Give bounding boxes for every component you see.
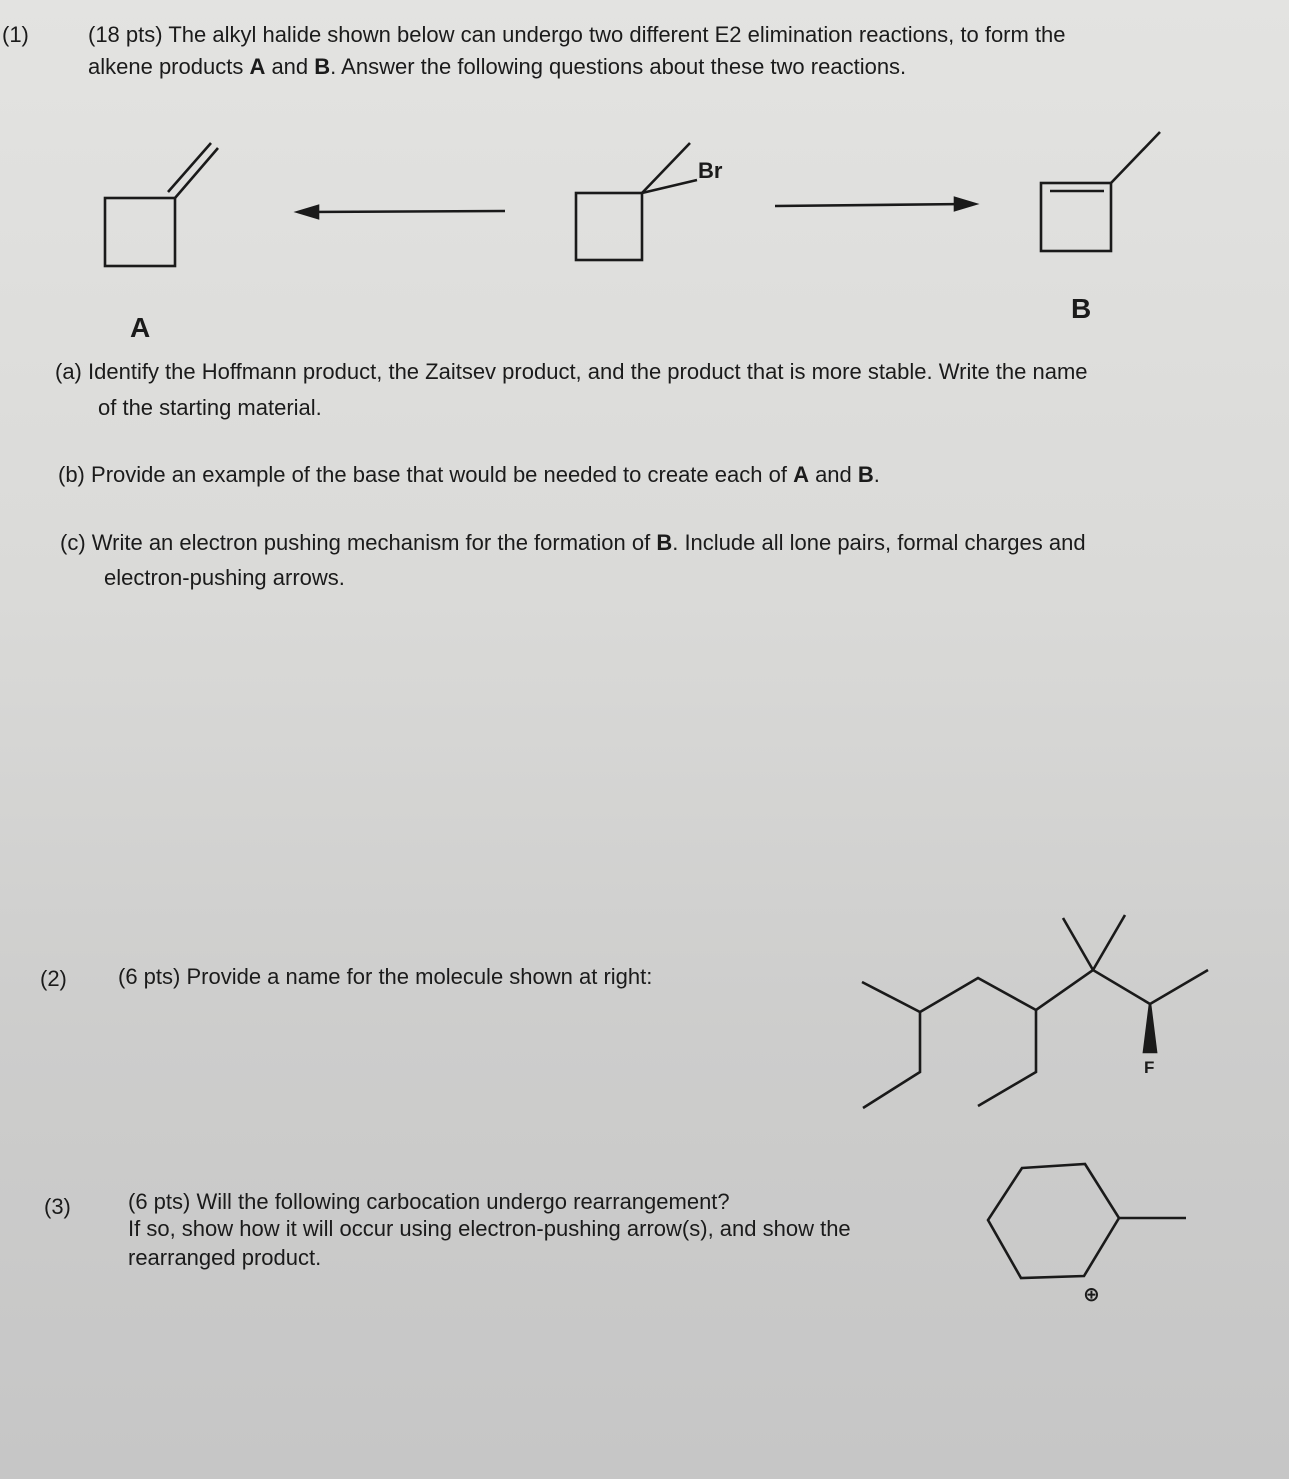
part-b-line: (b) Provide an example of the base that would be needed to create each of A and B. — [58, 462, 880, 487]
starting-bond-to-br — [642, 180, 697, 193]
starting-bond-1 — [642, 143, 690, 193]
q3-cyclohexane-ring — [988, 1164, 1119, 1278]
part-c-letter: (c) — [60, 530, 86, 555]
q1-points: (18 pts) — [88, 22, 163, 47]
q2-ethyl-branch — [863, 1012, 920, 1108]
q3-number: (3) — [44, 1194, 71, 1219]
arrow-to-b — [775, 198, 975, 210]
q1-number: (1) — [2, 22, 29, 47]
product-b-substituent — [1111, 132, 1160, 183]
product-b-ring — [1041, 183, 1111, 251]
part-c-line1: (c) Write an electron pushing mechanism for the formation of B. Include all lone pairs, formal charges and — [60, 530, 1086, 555]
q2-second-branch — [978, 1010, 1036, 1106]
part-a-line2: of the starting material. — [98, 395, 322, 420]
q2-text: (6 pts) Provide a name for the molecule shown at right: — [118, 964, 653, 989]
starting-ring — [576, 193, 642, 260]
starting-material-structure — [576, 143, 697, 260]
q1-prompt-line2: alkene products A and B. Answer the following questions about these two reactions. — [88, 54, 907, 79]
q3-line3: rearranged product. — [128, 1245, 322, 1270]
arrow-to-a — [298, 206, 505, 218]
br-atom-label: Br — [698, 158, 723, 183]
q2-wedge-bond — [1144, 1004, 1156, 1052]
part-b-letter: (b) — [58, 462, 85, 487]
q3-line1: (6 pts) Will the following carbocation undergo rearrangement? — [128, 1189, 730, 1214]
product-a-double-bond-1 — [175, 148, 218, 198]
part-a-line1: (a) Identify the Hoffmann product, the Zaitsev product, and the product that is more stable. Write the name — [55, 359, 1088, 384]
carbocation-charge: ⊕ — [1083, 1284, 1100, 1306]
reaction-scheme — [0, 0, 1289, 360]
q2-number: (2) — [40, 966, 67, 991]
part-c-line2: electron-pushing arrows. — [104, 565, 345, 590]
product-b-structure — [1041, 132, 1160, 251]
product-a-ring — [105, 198, 175, 266]
q2-methyl-1 — [1063, 918, 1093, 970]
product-a-structure — [105, 143, 218, 266]
part-a-letter: (a) — [55, 359, 82, 384]
q2-methyl-2 — [1093, 915, 1125, 970]
q2-main-chain — [862, 970, 1208, 1012]
product-a-double-bond-2 — [168, 143, 211, 192]
product-a-label: A — [130, 312, 151, 343]
q1-text-line1: The alkyl halide shown below can undergo two different E2 elimination reactions, to form the — [168, 22, 1066, 47]
q3-line2: If so, show how it will occur using electron-pushing arrow(s), and show the — [128, 1216, 851, 1241]
fluoro-atom-label: F — [1144, 1058, 1155, 1077]
product-b-label: B — [1071, 293, 1092, 324]
